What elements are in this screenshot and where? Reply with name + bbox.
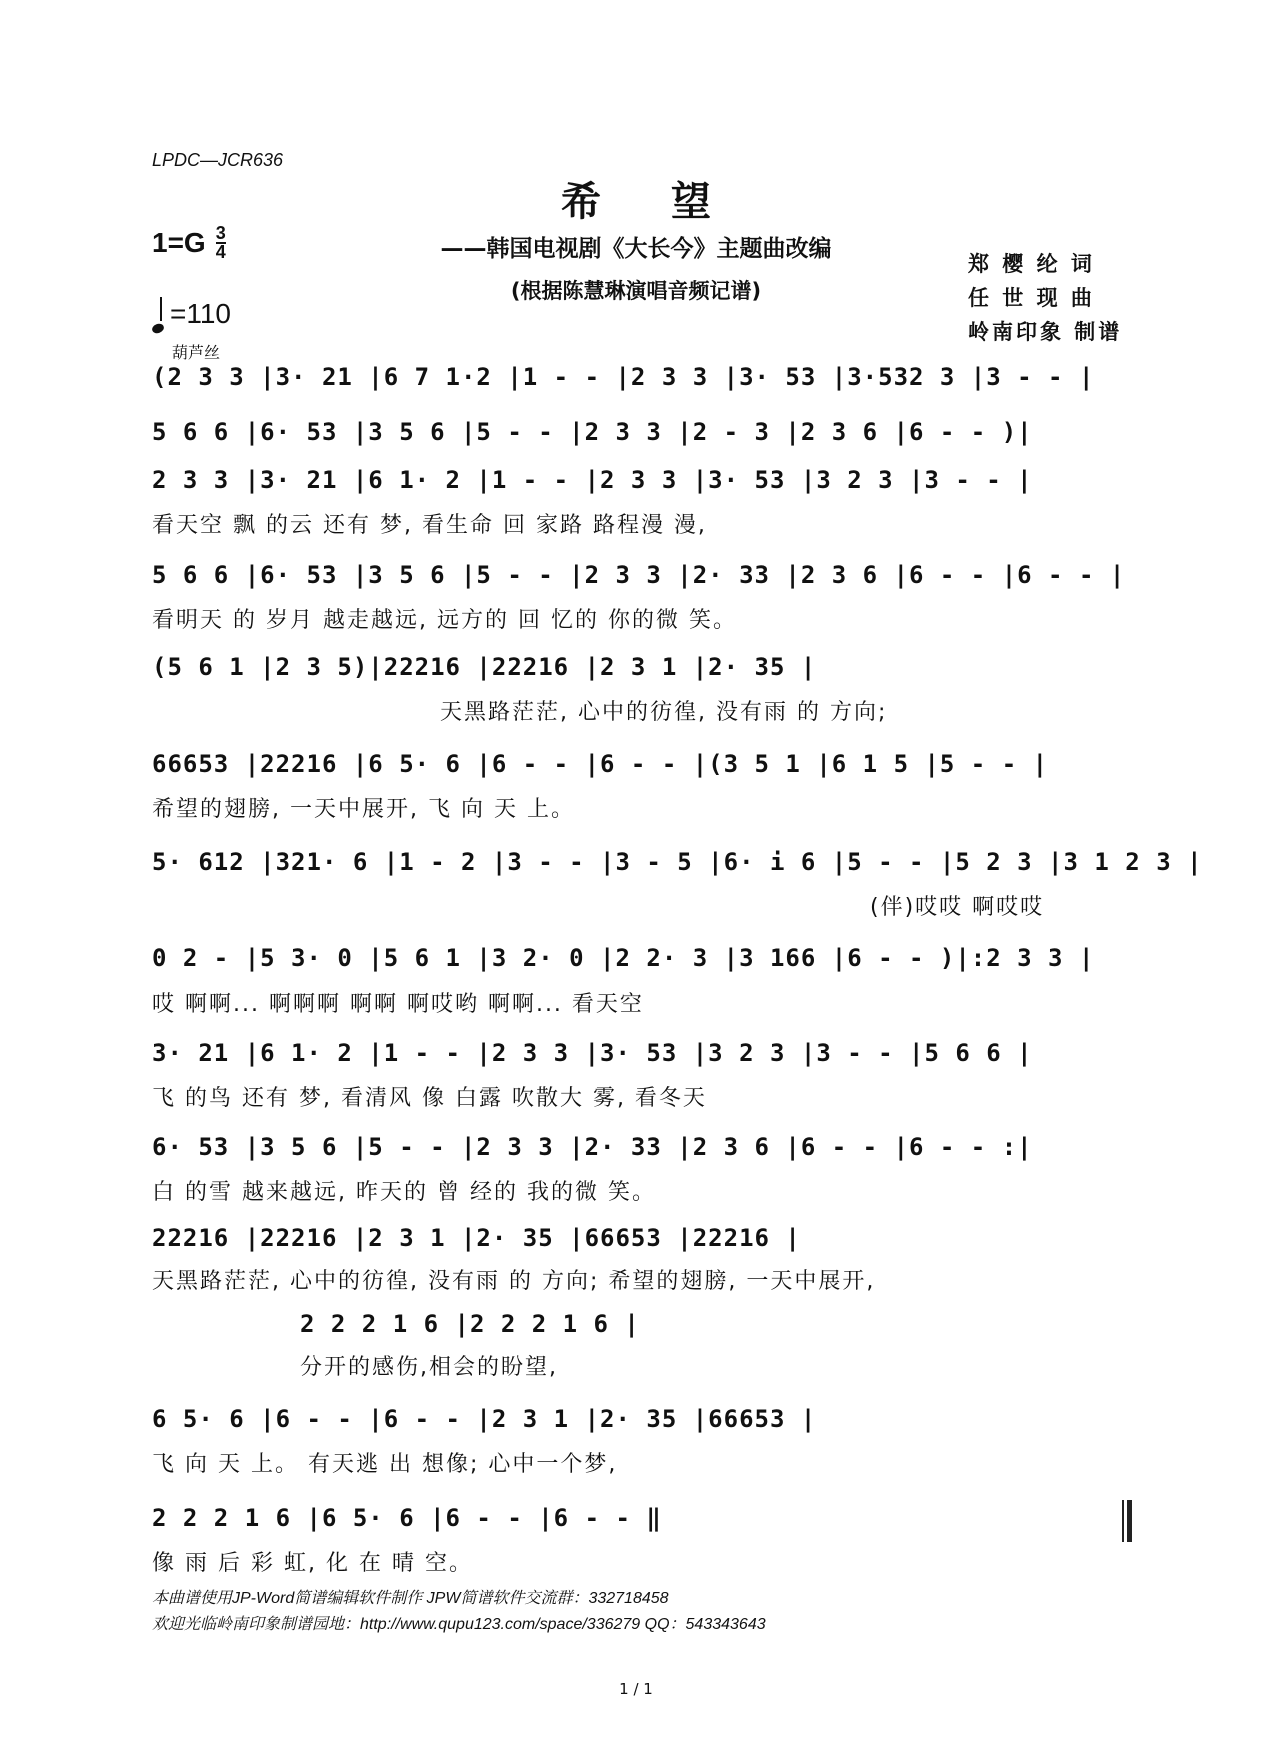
score-line: 3· 21 |6 1· 2 |1 - - |2 3 3 |3· 53 |3 2 3 |3 - - |5 6 6 | [152, 1039, 1033, 1067]
score-line: 22216 |22216 |2 3 1 |2· 35 |66653 |22216 | [152, 1224, 801, 1252]
lyric-line: 哎 啊啊... 啊啊啊 啊啊 啊哎哟 啊啊... 看天空 [152, 992, 644, 1017]
score-line: 0 2 - |5 3· 0 |5 6 1 |3 2· 0 |2 2· 3 |3 166 |6 - - )|:2 3 3 | [152, 944, 1095, 972]
footer-line-1: 本曲谱使用JP-Word简谱编辑软件制作 JPW简谱软件交流群：332718458 [152, 1590, 669, 1607]
score-line: (2 3 3 |3· 21 |6 7 1·2 |1 - - |2 3 3 |3· 53 |3·532 3 |3 - - | [152, 363, 1095, 391]
lyricist-credit: 郑 樱 纶 词 [968, 252, 1095, 276]
footer-line-2: 欢迎光临岭南印象制谱园地：http://www.qupu123.com/space/336279 QQ：543343643 [152, 1616, 766, 1633]
instrument-label: 葫芦丝 [172, 343, 221, 362]
page-number: 1 / 1 [619, 1680, 653, 1698]
score-line: 2 3 3 |3· 21 |6 1· 2 |1 - - |2 3 3 |3· 53 |3 2 3 |3 - - | [152, 466, 1033, 494]
score-code: LPDC—JCR636 [152, 150, 284, 170]
lyric-line: 看明天 的 岁月 越走越远, 远方的 回 忆的 你的微 笑。 [152, 608, 737, 633]
lyric-line: 飞 的鸟 还有 梦, 看清风 像 白露 吹散大 雾, 看冬天 [152, 1086, 707, 1111]
lyric-line: (伴)哎哎 啊哎哎 [870, 895, 1045, 920]
lyric-line: 分开的感伤,相会的盼望, [300, 1355, 558, 1380]
lyric-line: 天黑路茫茫, 心中的彷徨, 没有雨 的 方向; 希望的翅膀, 一天中展开, [152, 1269, 876, 1294]
score-line: 6· 53 |3 5 6 |5 - - |2 3 3 |2· 33 |2 3 6 |6 - - |6 - - :| [152, 1133, 1033, 1161]
source-note: (根据陈慧琳演唱音频记谱) [510, 279, 762, 303]
score-line: 5 6 6 |6· 53 |3 5 6 |5 - - |2 3 3 |2· 33 |2 3 6 |6 - - |6 - - | [152, 561, 1126, 589]
lyric-line: 希望的翅膀, 一天中展开, 飞 向 天 上。 [152, 797, 575, 822]
score-line: 5 6 6 |6· 53 |3 5 6 |5 - - |2 3 3 |2 - 3 |2 3 6 |6 - - )| [152, 418, 1033, 446]
score-line: 6 5· 6 |6 - - |6 - - |2 3 1 |2· 35 |66653 | [152, 1405, 817, 1433]
score-line: 2 2 2 1 6 |2 2 2 1 6 | [300, 1310, 640, 1338]
song-title: 希望 [561, 178, 781, 225]
key-label: 1=G [152, 227, 206, 258]
lyric-line: 白 的雪 越来越远, 昨天的 曾 经的 我的微 笑。 [152, 1180, 656, 1205]
lyric-line: 看天空 飘 的云 还有 梦, 看生命 回 家路 路程漫 漫, [152, 513, 707, 538]
final-barline-thick [1127, 1500, 1132, 1542]
time-denominator: 4 [215, 242, 226, 262]
score-line: 2 2 2 1 6 |6 5· 6 |6 - - |6 - - ‖ [152, 1504, 662, 1532]
lyric-line: 飞 向 天 上。 有天逃 出 想像; 心中一个梦, [152, 1452, 618, 1477]
final-barline-thin [1122, 1500, 1124, 1542]
subtitle: ——韩国电视剧《大长今》主题曲改编 [440, 236, 832, 262]
score-line: (5 6 1 |2 3 5)|22216 |22216 |2 3 1 |2· 35 | [152, 653, 817, 681]
arranger-credit: 岭南印象 制谱 [968, 320, 1123, 344]
score-line: 5· 612 |321· 6 |1 - 2 |3 - - |3 - 5 |6· i 6 |5 - - |5 2 3 |3 1 2 3 | [152, 848, 1203, 876]
lyric-line: 像 雨 后 彩 虹, 化 在 晴 空。 [152, 1551, 473, 1576]
score-line: 66653 |22216 |6 5· 6 |6 - - |6 - - |(3 5 1 |6 1 5 |5 - - | [152, 750, 1049, 778]
lyric-line: 天黑路茫茫, 心中的彷徨, 没有雨 的 方向; [440, 700, 888, 725]
tempo-value: =110 [170, 298, 231, 329]
time-numerator: 3 [215, 223, 226, 243]
composer-credit: 任 世 现 曲 [968, 286, 1095, 310]
